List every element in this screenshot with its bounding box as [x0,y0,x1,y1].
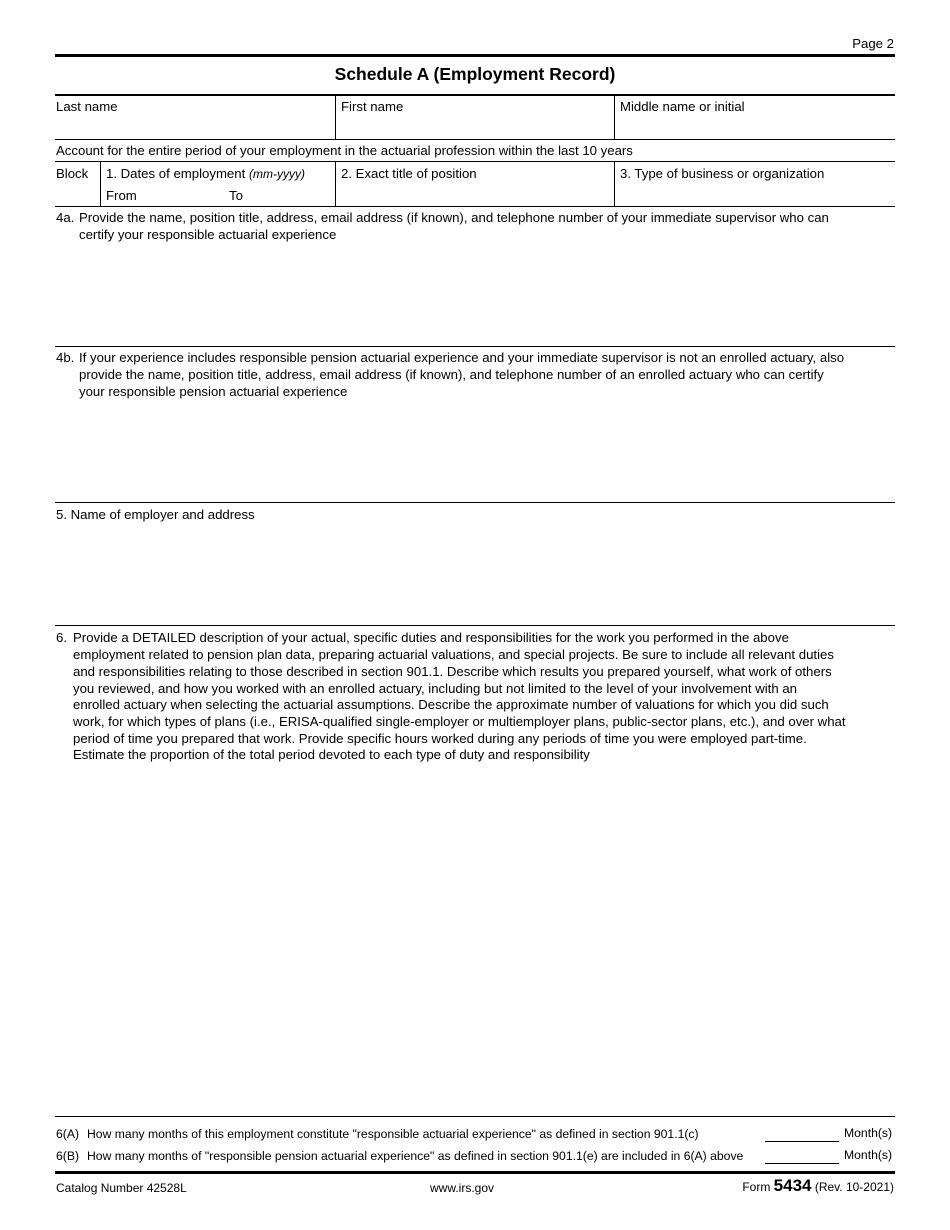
schedule-title: Schedule A (Employment Record) [334,64,616,84]
first-name-label: First name [341,99,404,114]
name-row-rule [55,139,895,140]
position-title-field[interactable] [336,162,614,206]
dates-label [106,165,305,183]
item-6-line-3: and responsibilities relating to those described in section 901.1. Describe which results you prepared yourself, what work of others [73,664,832,679]
from-label: From [106,188,137,203]
pension-months-field[interactable] [765,1146,839,1163]
item-6-line-6: work, for which types of plans (i.e., ERISA-qualified single-employer or multiemployer plans, public-sector plans, etc.), and over what [73,714,846,729]
item-4b-line-1: If your experience includes responsible pension actuarial experience and your immediate supervisor is not an enrolled actuary, also [79,350,845,365]
to-label: To [229,188,243,203]
pension-months-underline [765,1163,839,1164]
item-6-line-7: period of time you prepared that work. Provide specific hours worked during any periods of time you were employed part-time. [73,731,807,746]
to-date-field[interactable] [248,184,334,205]
item-4b-line-3: your responsible pension actuarial experience [79,384,348,399]
business-type-label: 3. Type of business or organization [620,166,825,181]
item-6a-text: How many months of this employment constitute "responsible actuarial experience" as defined in section 901.1(c) [87,1127,699,1141]
enrolled-actuary-info-field[interactable] [55,403,895,501]
item-4a-number: 4a. [56,210,75,225]
employer-address-field[interactable] [55,526,895,624]
from-date-field[interactable] [140,184,228,205]
item-4b-line-2: provide the name, position title, address, email address (if known), and telephone number of an enrolled actuary who can certify [79,367,824,382]
item-6-line-1: Provide a DETAILED description of your actual, specific duties and responsibilities for the work you performed in the above [73,630,789,645]
employment-divider-0 [100,162,101,206]
item-4a-line-2: certify your responsible actuarial experience [79,227,337,242]
business-type-field[interactable] [615,162,895,206]
form-revision: (Rev. 10-2021) [814,1180,894,1194]
item-4a-line-1: Provide the name, position title, address, email address (if known), and telephone number of your immediate supervisor who can [79,210,829,225]
form-identifier [742,1176,894,1197]
item-4b-number: 4b. [56,350,75,365]
item-5-label: 5. Name of employer and address [56,507,255,522]
middle-name-field[interactable] [615,96,895,139]
item-6b-unit: Month(s) [844,1148,893,1162]
item-6b-text: How many months of "responsible pension actuarial experience" as defined in section 901.1(e) are included in 6(A) above [87,1149,744,1163]
item-4b-rule [55,502,895,503]
first-name-field[interactable] [336,96,614,139]
item-6-number: 6. [56,630,67,645]
bottom-rule [55,1171,895,1174]
duties-description-field[interactable] [55,768,895,1114]
employment-row-rule [55,206,895,207]
dates-label-text: 1. Dates of employment [106,166,246,181]
form-prefix: Form [742,1180,771,1194]
responsible-months-underline [765,1141,839,1142]
item-6a-unit: Month(s) [844,1126,893,1140]
page-number: Page 2 [852,36,894,51]
item-4a-rule [55,346,895,347]
item-6-line-5: enrolled actuary when selecting the actuarial assumptions. Describe the approximate number of valuations for which you did such [73,697,829,712]
item-6-rule [55,1116,895,1117]
dates-format: (mm-yyyy) [248,167,305,181]
item-6-line-4: you reviewed, and how you worked with an enrolled actuary, including but not limited to the level of your involvement with an [73,681,798,696]
supervisor-info-field[interactable] [55,246,895,345]
last-name-label: Last name [56,99,118,114]
account-note: Account for the entire period of your employment in the actuarial profession within the last 10 years [56,143,633,158]
item-5-rule [55,625,895,626]
responsible-months-field[interactable] [765,1124,839,1141]
item-6b-number: 6(B) [56,1149,80,1163]
item-6a-number: 6(A) [56,1127,80,1141]
top-rule [55,54,895,57]
last-name-field[interactable] [55,96,335,139]
middle-name-label: Middle name or initial [620,99,745,114]
item-6-line-8: Estimate the proportion of the total period devoted to each type of duty and responsibility [73,747,590,762]
position-title-label: 2. Exact title of position [341,166,477,181]
item-6-line-2: employment related to pension plan data, preparing actuarial valuations, and special projects. Be sure to include all relevant duties [73,647,834,662]
website: www.irs.gov [430,1181,495,1195]
catalog-number: Catalog Number 42528L [56,1181,187,1195]
block-label: Block [56,166,89,181]
form-number: 5434 [773,1176,812,1195]
